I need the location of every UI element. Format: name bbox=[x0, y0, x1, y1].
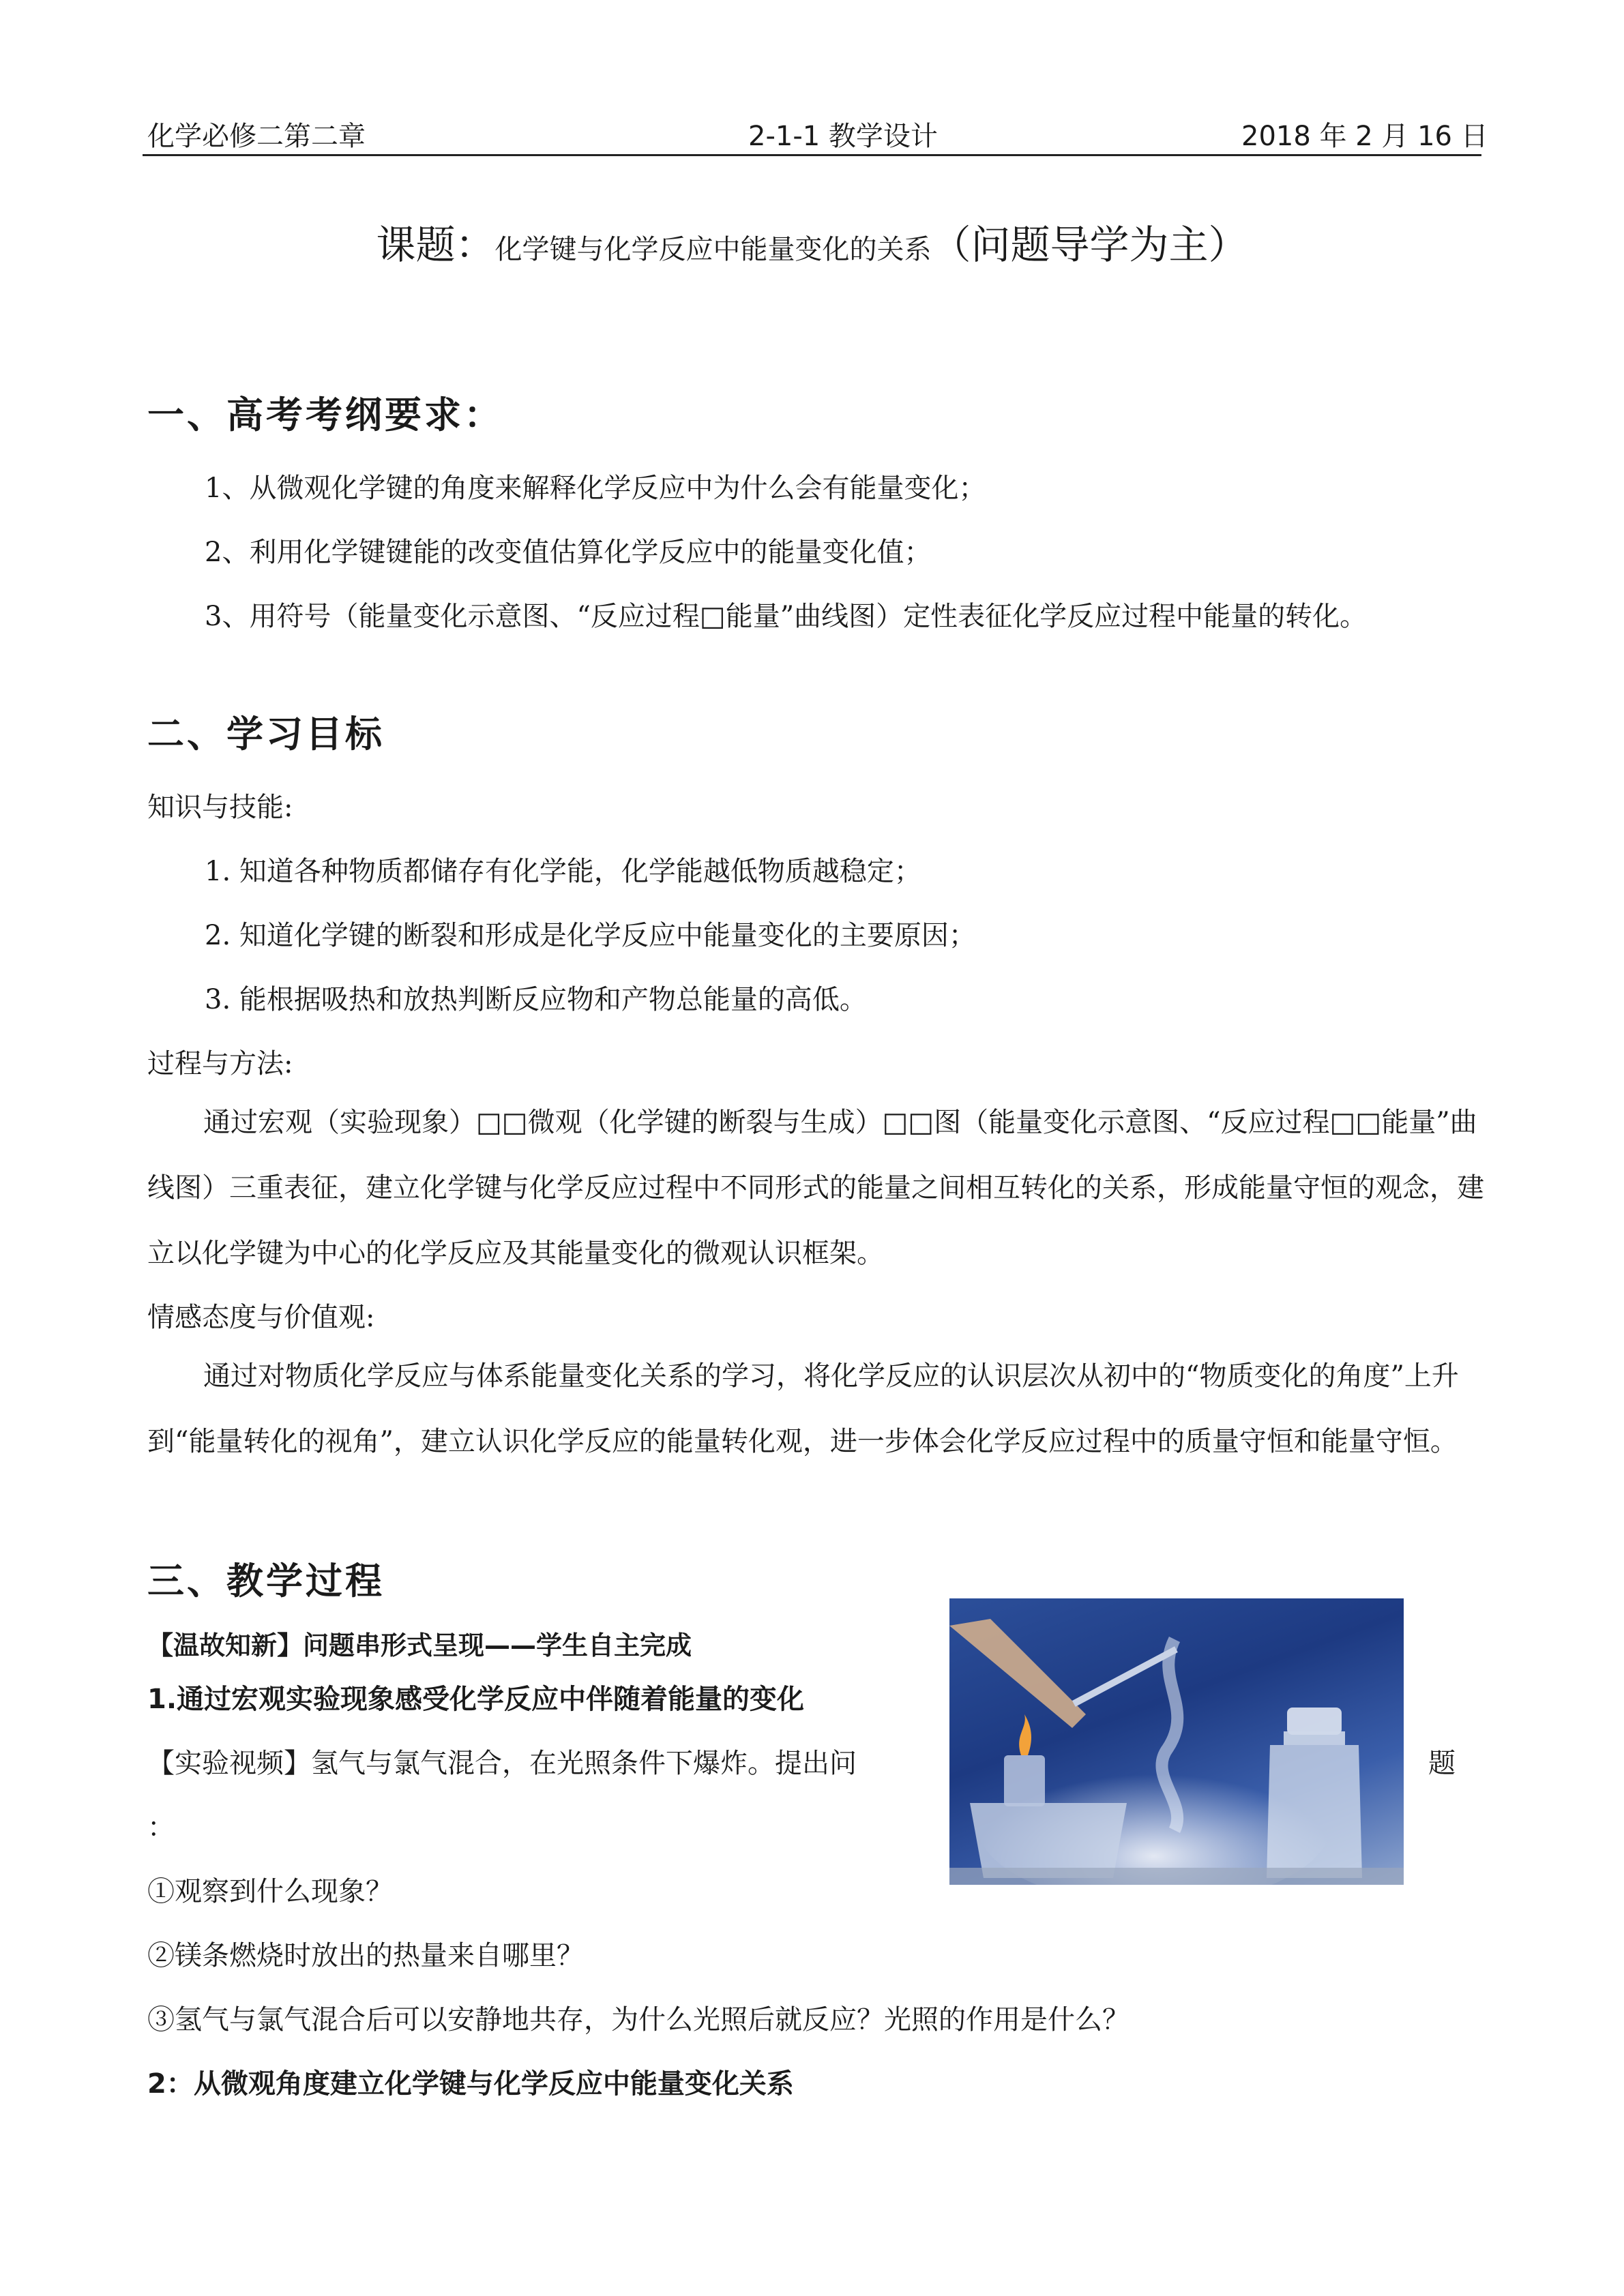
header-rule bbox=[143, 154, 1481, 156]
section1-heading: 一、高考考纲要求： bbox=[147, 393, 503, 436]
video-line: 【实验视频】氢气与氯气混合，在光照条件下爆炸。提出问 bbox=[147, 1748, 857, 1779]
question-2: ②镁条燃烧时放出的热量来自哪里？ bbox=[147, 1940, 584, 1971]
section1-item-2: 2、利用化学键键能的改变值估算化学反应中的能量变化值； bbox=[205, 537, 932, 568]
subheading-1: 1.通过宏观实验现象感受化学反应中伴随着能量的变化 bbox=[147, 1684, 805, 1715]
process-paragraph: 通过宏观（实验现象）□□微观（化学键的断裂与生成）□□图（能量变化示意图、“反应过程□□能量”曲线图）三重表征，建立化学键与化学反应过程中不同形式的能量之间相互转化的关系，形成能量守恒的观念，建立以化学键为中心的化学反应及其能量变化的微观认识框架。 bbox=[147, 1107, 1484, 1269]
section1-item-3: 3、用符号（能量变化示意图、“反应过程□能量”曲线图）定性表征化学反应过程中能量的转化。 bbox=[205, 601, 1368, 632]
section2-heading: 二、学习目标 bbox=[147, 713, 385, 756]
subheading-2: 2：从微观角度建立化学键与化学反应中能量变化关系 bbox=[147, 2068, 794, 2100]
question-3: ③氢气与氯气混合后可以安静地共存，为什么光照后就反应？光照的作用是什么？ bbox=[147, 2004, 1130, 2036]
video-line-end: 题 bbox=[1428, 1748, 1456, 1779]
knowledge-item-1: 1. 知道各种物质都储存有化学能，化学能越低物质越稳定； bbox=[205, 856, 921, 887]
question-1: ①观察到什么现象？ bbox=[147, 1876, 393, 1907]
title-prefix: 课题： bbox=[376, 222, 495, 268]
knowledge-item-3: 3. 能根据吸热和放热判断反应物和产物总能量的高低。 bbox=[205, 984, 867, 1015]
process-label: 过程与方法: bbox=[147, 1048, 293, 1079]
title-suffix: （问题导学为主） bbox=[931, 222, 1248, 268]
emotion-paragraph: 通过对物质化学反应与体系能量变化关系的学习，将化学反应的认识层次从初中的“物质变化的角度”上升到“能量转化的视角”，建立认识化学反应的能量转化观，进一步体会化学反应过程中的质量守恒和能量守恒。 bbox=[147, 1360, 1459, 1457]
experiment-photo bbox=[949, 1598, 1404, 1885]
review-line: 【温故知新】问题串形式呈现——学生自主完成 bbox=[147, 1630, 692, 1660]
header-right: 2018 年 2 月 16 日 bbox=[1241, 121, 1488, 152]
knowledge-label: 知识与技能: bbox=[147, 792, 293, 823]
title-main: 化学键与化学反应中能量变化的关系 bbox=[494, 234, 932, 265]
section3-heading: 三、教学过程 bbox=[147, 1560, 385, 1602]
page-title bbox=[0, 213, 1624, 270]
header-center: 2-1-1 教学设计 bbox=[748, 121, 938, 152]
emotion-label: 情感态度与价值观: bbox=[147, 1302, 375, 1333]
knowledge-item-2: 2. 知道化学键的断裂和形成是化学反应中能量变化的主要原因； bbox=[205, 920, 976, 951]
section1-item-1: 1、从微观化学键的角度来解释化学反应中为什么会有能量变化； bbox=[205, 473, 986, 504]
experiment-photo-drawing bbox=[949, 1598, 1404, 1885]
video-line-colon: ： bbox=[147, 1812, 175, 1843]
header-left: 化学必修二第二章 bbox=[147, 121, 366, 152]
